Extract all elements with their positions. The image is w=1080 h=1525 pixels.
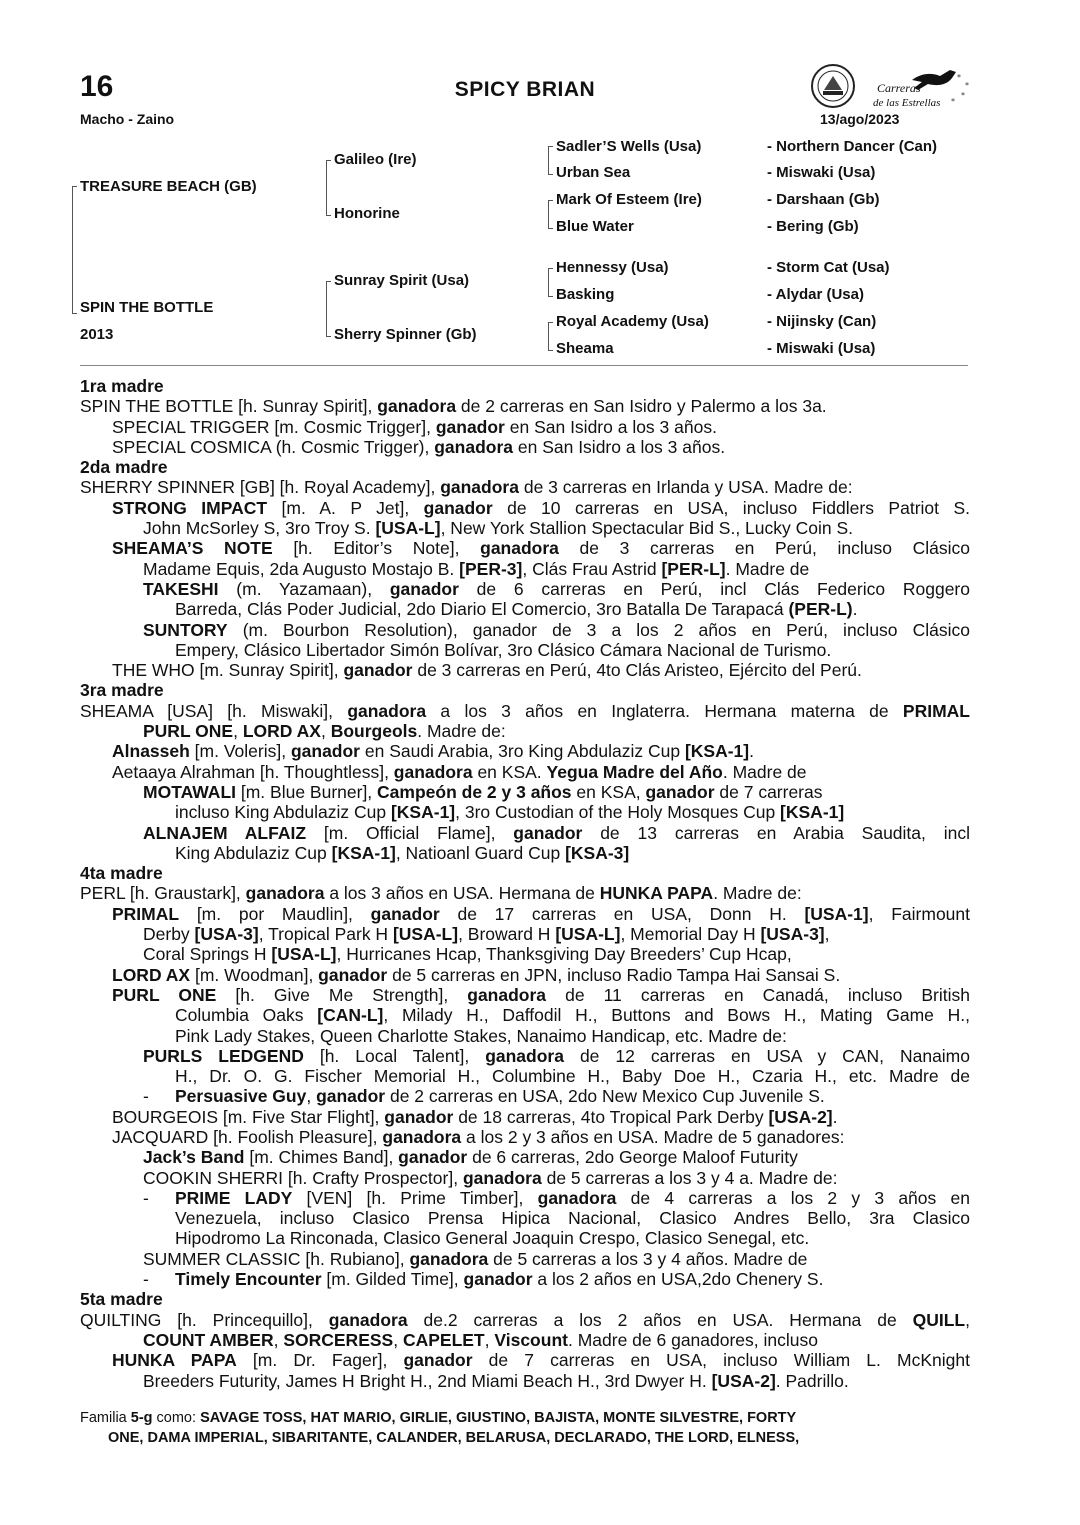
text-line: [80, 965, 970, 985]
text-run: [m. Official Flame],: [306, 822, 514, 843]
text-run: . Madre de: [725, 558, 810, 579]
text-run: de 13 carreras en Arabia Saudita, incl: [582, 822, 971, 843]
dash-marker: -: [143, 1269, 149, 1290]
sale-date: 13/ago/2023: [820, 111, 900, 127]
text-run: QUILL: [912, 1309, 966, 1330]
text-run: [VEN] [h. Prime Timber],: [292, 1187, 538, 1208]
text-run: de 6 carreras en Perú, incl Clás Federico Roggero: [458, 578, 970, 599]
text-run: 2da madre: [80, 457, 168, 478]
text-run: ganadora: [245, 883, 325, 904]
text-run: a los 2 años en USA,2do Chenery S.: [532, 1269, 824, 1290]
text-run: . Madre de:: [417, 721, 506, 742]
text-run: ,: [306, 1086, 317, 1107]
dash-marker: -: [143, 1187, 149, 1208]
section-heading: [80, 1289, 970, 1309]
text-line: [80, 1188, 970, 1208]
text-line: [80, 721, 970, 741]
text-run: [h. Editor’s Note],: [272, 538, 481, 559]
text-run: ganador: [343, 660, 413, 681]
text-line: [80, 1168, 970, 1188]
text-run: .: [832, 1106, 838, 1127]
text-run: incluso King Abdulaziz Cup: [175, 802, 391, 823]
text-run: [USA-L]: [555, 924, 621, 945]
text-line: [80, 1330, 970, 1350]
lot-number: 16: [80, 70, 114, 103]
text-run: [m. Blue Burner],: [236, 781, 378, 802]
text-run: Yegua Madre del Año: [546, 761, 723, 782]
text-run: , Clás Frau Astrid: [522, 558, 662, 579]
text-run: Bourgeols: [330, 721, 418, 742]
text-line: [80, 477, 970, 497]
text-run: SPECIAL TRIGGER [m. Cosmic Trigger],: [112, 416, 436, 437]
sex-color: Macho - Zaino: [80, 111, 175, 127]
text-run: como:: [152, 1410, 201, 1426]
text-run: de 2 carreras en USA, 2do New Mexico Cup Juvenile S.: [385, 1086, 825, 1107]
text-line: [80, 904, 970, 924]
text-run: ganadora: [467, 984, 547, 1005]
text-line: [80, 843, 970, 863]
text-line: [80, 1046, 970, 1066]
text-run: SPIN THE BOTTLE [h. Sunray Spirit],: [80, 396, 378, 417]
pedigree-bracket-3a: [548, 146, 553, 175]
svg-text:Carreras: Carreras: [877, 81, 921, 95]
text-run: , Natioanl Guard Cup: [395, 842, 566, 863]
text-run: 4ta madre: [80, 863, 163, 884]
text-run: a los 2 y 3 años en USA. Madre de 5 ganadores:: [461, 1126, 845, 1147]
text-run: MOTAWALI: [143, 781, 236, 802]
text-run: SPECIAL COSMICA (h. Cosmic Trigger),: [112, 436, 435, 457]
text-run: HUNKA PAPA: [112, 1350, 237, 1371]
event-logos: [805, 62, 975, 110]
text-run: , New York Stallion Spectacular Bid S., Lucky Coin S.: [440, 518, 854, 539]
text-run: . Madre de: [722, 761, 807, 782]
text-run: . Padrillo.: [775, 1370, 849, 1391]
pedigree-gen4: - Alydar (Usa): [767, 286, 864, 303]
text-line: [80, 823, 970, 843]
text-run: HUNKA PAPA: [599, 883, 714, 904]
text-run: ganadora: [440, 477, 519, 498]
svg-text:de las Estrellas: de las Estrellas: [873, 97, 941, 109]
text-run: de 10 carreras en USA, incluso Fiddlers Patriot S.: [492, 497, 970, 518]
text-line: [80, 579, 970, 599]
text-run: [CAN-L]: [317, 1005, 384, 1026]
pedigree-gen3: Mark Of Esteem (Ire): [556, 191, 702, 208]
text-run: Pink Lady Stakes, Queen Charlotte Stakes, Nanaimo Handicap, etc. Madre de:: [175, 1025, 787, 1046]
section-heading: [80, 680, 970, 700]
text-run: ,: [484, 1329, 495, 1350]
text-run: de 17 carreras en USA, Donn H.: [439, 903, 805, 924]
text-run: de 3 carreras en Perú, 4to Clás Aristeo, Ejército del Perú.: [412, 660, 862, 681]
pedigree-gen4: - Darshaan (Gb): [767, 191, 880, 208]
text-run: Empery, Clásico Libertador Simón Bolívar, 3ro Clásico Cámara Nacional de Turismo.: [175, 639, 832, 660]
text-run: . Madre de:: [713, 883, 802, 904]
text-run: 5-g: [130, 1410, 153, 1426]
text-line: [80, 1107, 970, 1127]
text-run: Viscount: [494, 1329, 568, 1350]
pedigree-gen2: Sunray Spirit (Usa): [334, 272, 470, 289]
text-line: [80, 1228, 970, 1248]
text-line: [80, 518, 970, 538]
pedigree-gen4: - Bering (Gb): [767, 218, 859, 235]
text-run: Campeón de 2 y 3 años: [377, 781, 572, 802]
text-run: Madame Equis, 2da Augusto Mostajo B.: [143, 558, 460, 579]
text-run: ganador: [389, 578, 459, 599]
text-run: Venezuela, incluso Clasico Prensa Hipica Nacional, Clasico Andres Bello, 3ra Clasico: [175, 1208, 970, 1229]
text-line: [80, 1350, 970, 1370]
text-run: [m. Woodman],: [190, 964, 319, 985]
text-run: SUMMER CLASSIC [h. Rubiano],: [143, 1248, 410, 1269]
text-run: , Tropical Park H: [258, 924, 393, 945]
text-run: de 11 carreras en Canadá, incluso British: [546, 984, 970, 1005]
text-run: en KSA,: [571, 781, 646, 802]
text-run: TAKESHI: [143, 578, 219, 599]
text-run: , Memorial Day H: [620, 924, 761, 945]
text-run: ,: [965, 1309, 970, 1330]
text-run: LORD AX: [112, 964, 191, 985]
text-run: [USA-2]: [768, 1106, 833, 1127]
text-run: (m. Yazamaan),: [218, 578, 390, 599]
text-run: ganador: [513, 822, 583, 843]
pedigree-bracket-2b: [326, 281, 331, 337]
text-run: de 5 carreras a los 3 y 4 años. Madre de: [488, 1248, 808, 1269]
text-run: ganador: [384, 1106, 454, 1127]
text-line: [80, 924, 970, 944]
text-run: .: [852, 599, 858, 620]
text-line: [80, 498, 970, 518]
pedigree-gen3: Hennessy (Usa): [556, 259, 669, 276]
text-run: ,: [393, 1329, 403, 1350]
text-line: [80, 762, 970, 782]
text-run: ganadora: [462, 1167, 542, 1188]
text-run: ganador: [423, 497, 493, 518]
text-line: [80, 1026, 970, 1046]
text-run: 1ra madre: [80, 376, 164, 396]
text-run: [m. Voleris],: [189, 741, 291, 762]
text-run: de 3 carreras en Irlanda y USA. Madre de:: [518, 477, 853, 498]
pedigree-gen3: Sheama: [556, 340, 614, 357]
text-run: de 2 carreras en San Isidro y Palermo a los 3a.: [456, 396, 827, 417]
text-run: CAPELET: [402, 1329, 485, 1350]
pedigree-gen4: - Miswaki (Usa): [767, 340, 876, 357]
text-run: de 4 carreras a los 2 y 3 años en: [616, 1187, 970, 1208]
text-run: ,: [320, 721, 331, 742]
svg-text:*: *: [965, 81, 969, 90]
text-run: Hipodromo La Rinconada, Clasico General Joaquin Crespo, Clasico Senegal, etc.: [175, 1228, 810, 1249]
text-run: de 5 carreras en JPN, incluso Radio Tampa Hai Sansai S.: [387, 964, 841, 985]
text-line: [80, 620, 970, 640]
family-line: [80, 1428, 970, 1448]
text-run: 5ta madre: [80, 1289, 163, 1310]
text-run: JACQUARD [h. Foolish Pleasure],: [112, 1126, 383, 1147]
text-run: , Fairmount: [868, 903, 971, 924]
pedigree-bracket-3b: [548, 200, 553, 229]
text-run: ganadora: [328, 1309, 408, 1330]
text-run: de.2 carreras a los 2 años en USA. Hermana de: [407, 1309, 913, 1330]
text-run: a los 3 años en USA. Hermana de: [324, 883, 600, 904]
text-run: [USA-3]: [760, 924, 825, 945]
text-run: ,: [824, 924, 830, 945]
text-line: [80, 396, 970, 416]
section-heading: [80, 457, 970, 477]
text-run: , Milady H., Daffodil H., Buttons and Bows H., Mating Game H.,: [383, 1005, 970, 1026]
text-run: Familia: [80, 1410, 131, 1426]
text-run: ganador: [403, 1350, 473, 1371]
text-run: THE WHO [m. Sunray Spirit],: [112, 660, 344, 681]
dash-marker: -: [143, 1086, 149, 1107]
text-run: [PER-3]: [459, 558, 523, 579]
text-line: [80, 701, 970, 721]
text-run: ,: [233, 721, 243, 742]
text-run: ONE, DAMA IMPERIAL, SIBARITANTE, CALANDER, BELARUSA, DECLARADO, THE LORD, ELNESS,: [108, 1430, 800, 1446]
text-run: ganador: [316, 1086, 386, 1107]
text-line: [80, 1269, 970, 1289]
text-line: [80, 538, 970, 558]
pedigree-bracket-3c: [548, 268, 553, 297]
text-line: [80, 802, 970, 822]
svg-text:*: *: [957, 73, 961, 82]
text-line: [80, 599, 970, 619]
pedigree-bracket-2a: [326, 160, 331, 216]
text-line: [80, 640, 970, 660]
text-run: [m. Chimes Band],: [244, 1147, 399, 1168]
pedigree-gen2: Galileo (Ire): [334, 151, 417, 168]
text-run: [USA-L]: [271, 944, 337, 965]
text-run: [USA-3]: [194, 924, 259, 945]
text-run: ganadora: [393, 761, 473, 782]
text-line: [80, 883, 970, 903]
text-line: [80, 1066, 970, 1086]
text-run: , Hurricanes Hcap, Thanksgiving Day Breeders’ Cup Hcap,: [336, 944, 792, 965]
text-run: [PER-L]: [661, 558, 726, 579]
text-run: ganadora: [382, 1126, 462, 1147]
pedigree-gen4: - Storm Cat (Usa): [767, 259, 890, 276]
text-run: BOURGEOIS [m. Five Star Flight],: [112, 1106, 385, 1127]
text-line: [80, 1249, 970, 1269]
text-run: de 7 carreras: [714, 781, 823, 802]
pedigree-gen3: Urban Sea: [556, 164, 631, 181]
text-run: ALNAJEM ALFAIZ: [143, 822, 307, 843]
pedigree-gen2: Sherry Spinner (Gb): [334, 326, 477, 343]
pedigree-bracket-1: [72, 186, 77, 314]
breeders-cup-seal-icon: [812, 65, 854, 107]
text-run: SHEAMA’S NOTE: [112, 538, 273, 559]
section-heading: [80, 376, 970, 396]
text-run: ganador: [318, 964, 388, 985]
text-run: [KSA-1]: [390, 802, 456, 823]
text-run: [h. Local Talent],: [303, 1045, 486, 1066]
text-run: STRONG IMPACT: [112, 497, 268, 518]
text-run: en San Isidro a los 3 años.: [504, 416, 717, 437]
text-run: [USA-2]: [711, 1370, 776, 1391]
text-run: SAVAGE TOSS, HAT MARIO, GIRLIE, GIUSTINO, BAJISTA, MONTE SILVESTRE, FORTY: [200, 1410, 797, 1426]
text-run: [USA-1]: [804, 903, 869, 924]
text-run: ganador: [645, 781, 715, 802]
text-run: ganador: [435, 416, 505, 437]
text-run: PRIMAL: [112, 903, 180, 924]
text-run: LORD AX: [242, 721, 321, 742]
text-run: PURL ONE: [143, 721, 234, 742]
text-run: 3ra madre: [80, 680, 164, 701]
text-run: QUILTING [h. Princequillo],: [80, 1309, 329, 1330]
text-run: a los 3 años en Inglaterra. Hermana materna de: [426, 700, 903, 721]
horse-name: SPICY BRIAN: [454, 78, 596, 101]
text-run: [m. Dr. Fager],: [236, 1350, 404, 1371]
pedigree-divider: [80, 365, 968, 366]
text-run: Breeders Futurity, James H Bright H., 2nd Miami Beach H., 3rd Dwyer H.: [143, 1370, 712, 1391]
pedigree-bracket-3d: [548, 322, 553, 351]
text-run: Aetaaya Alrahman [h. Thoughtless],: [112, 761, 394, 782]
text-run: Persuasive Guy: [175, 1086, 307, 1107]
text-run: de 6 carreras, 2do George Maloof Futurity: [467, 1147, 798, 1168]
pedigree-gen2: Honorine: [334, 205, 400, 222]
text-run: H., Dr. O. G. Fischer Memorial H., Columbine H., Baby Doe H., Czaria H., etc. Madre de: [175, 1066, 970, 1087]
text-run: ganador: [463, 1269, 533, 1290]
pedigree-gen4: - Miswaki (Usa): [767, 164, 876, 181]
text-line: [80, 660, 970, 680]
text-run: [m. Gilded Time],: [321, 1269, 464, 1290]
text-run: Columbia Oaks: [175, 1005, 318, 1026]
text-run: COOKIN SHERRI [h. Crafty Prospector],: [143, 1167, 463, 1188]
text-run: PRIME LADY: [175, 1187, 293, 1208]
text-run: PERL [h. Graustark],: [80, 883, 246, 904]
text-run: John McSorley S, 3ro Troy S.: [143, 518, 376, 539]
text-line: [80, 1086, 970, 1106]
text-line: [80, 985, 970, 1005]
pedigree-gen4: - Nijinsky (Can): [767, 313, 877, 330]
text-run: de 12 carreras en USA y CAN, Nanaimo: [563, 1045, 970, 1066]
pedigree-sire: TREASURE BEACH (GB): [80, 178, 257, 195]
text-run: [m. por Maudlin],: [179, 903, 371, 924]
text-run: en Saudi Arabia, 3ro King Abdulaziz Cup: [360, 741, 685, 762]
text-run: ganadora: [485, 1045, 564, 1066]
text-run: , Broward H: [458, 924, 556, 945]
text-run: ganador: [398, 1147, 468, 1168]
text-run: (m. Bourbon Resolution), ganador de 3 a los 2 años en Perú, incluso Clásico: [227, 619, 970, 640]
text-run: ganador: [370, 903, 440, 924]
svg-text:*: *: [951, 97, 955, 106]
text-run: ,: [273, 1329, 284, 1350]
text-run: Alnasseh: [112, 741, 190, 762]
text-run: [KSA-3]: [565, 842, 630, 863]
text-run: [KSA-1]: [684, 741, 750, 762]
text-run: ganadora: [480, 538, 559, 559]
text-line: [80, 1208, 970, 1228]
text-run: ganadora: [434, 436, 513, 457]
text-line: [80, 417, 970, 437]
pedigree-gen3: Blue Water: [556, 218, 634, 235]
pedigree-gen3: Basking: [556, 286, 615, 303]
text-run: PURL ONE: [112, 984, 217, 1005]
pedigree-gen4: - Northern Dancer (Can): [767, 138, 938, 155]
family-note: [80, 1408, 970, 1448]
text-run: [KSA-1]: [780, 802, 845, 823]
text-run: en KSA.: [472, 761, 547, 782]
text-run: Timely Encounter: [175, 1269, 322, 1290]
text-run: de 18 carreras, 4to Tropical Park Derby: [453, 1106, 769, 1127]
text-line: [80, 782, 970, 802]
text-line: [80, 1005, 970, 1025]
text-run: PRIMAL: [902, 700, 970, 721]
text-run: de 3 carreras en Perú, incluso Clásico: [558, 538, 970, 559]
text-line: [80, 1147, 970, 1167]
text-line: [80, 944, 970, 964]
pedigree-dam: SPIN THE BOTTLE: [80, 299, 214, 316]
text-run: ganadora: [409, 1248, 489, 1269]
section-heading: [80, 863, 970, 883]
text-run: ganador: [290, 741, 360, 762]
text-line: [80, 741, 970, 761]
text-run: de 7 carreras en USA, incluso William L. McKnight: [472, 1350, 971, 1371]
text-run: en San Isidro a los 3 años.: [513, 436, 726, 457]
text-line: [80, 1127, 970, 1147]
text-run: PURLS LEDGEND: [143, 1045, 304, 1066]
text-run: [USA-L]: [392, 924, 459, 945]
text-run: COUNT AMBER: [143, 1329, 274, 1350]
text-run: de 5 carreras a los 3 y 4 a. Madre de:: [541, 1167, 838, 1188]
text-line: [80, 559, 970, 579]
text-run: Coral Springs H: [143, 944, 272, 965]
text-run: . Madre de 6 ganadores, incluso: [567, 1329, 818, 1350]
pedigree-gen3: Sadler’S Wells (Usa): [556, 138, 702, 155]
text-run: SHEAMA [USA] [h. Miswaki],: [80, 700, 348, 721]
text-run: [h. Give Me Strength],: [216, 984, 468, 1005]
text-line: [80, 1371, 970, 1391]
text-run: [KSA-1]: [331, 842, 396, 863]
text-run: , 3ro Custodian of the Holy Mosques Cup: [455, 802, 781, 823]
text-run: SUNTORY: [143, 619, 228, 640]
text-line: [80, 437, 970, 457]
text-line: [80, 1310, 970, 1330]
pedigree-gen3: Royal Academy (Usa): [556, 313, 709, 330]
text-run: SHERRY SPINNER [GB] [h. Royal Academy],: [80, 477, 441, 498]
text-run: ganadora: [537, 1187, 617, 1208]
text-run: Derby: [143, 924, 195, 945]
text-run: [m. A. P Jet],: [267, 497, 424, 518]
text-run: ganadora: [377, 396, 457, 417]
text-run: .: [749, 741, 754, 762]
text-run: [USA-L]: [375, 518, 441, 539]
pedigree-year: 2013: [80, 326, 114, 343]
svg-text:*: *: [961, 91, 965, 100]
text-run: Jack’s Band: [143, 1147, 245, 1168]
dam-line-text: [80, 376, 970, 1391]
text-run: (PER-L): [788, 599, 853, 620]
text-run: King Abdulaziz Cup: [175, 842, 332, 863]
text-run: SORCERESS: [283, 1329, 394, 1350]
family-line: [80, 1408, 970, 1428]
text-run: Barreda, Clás Poder Judicial, 2do Diario El Comercio, 3ro Batalla De Tarapacá: [175, 599, 789, 620]
text-run: ganadora: [347, 700, 427, 721]
